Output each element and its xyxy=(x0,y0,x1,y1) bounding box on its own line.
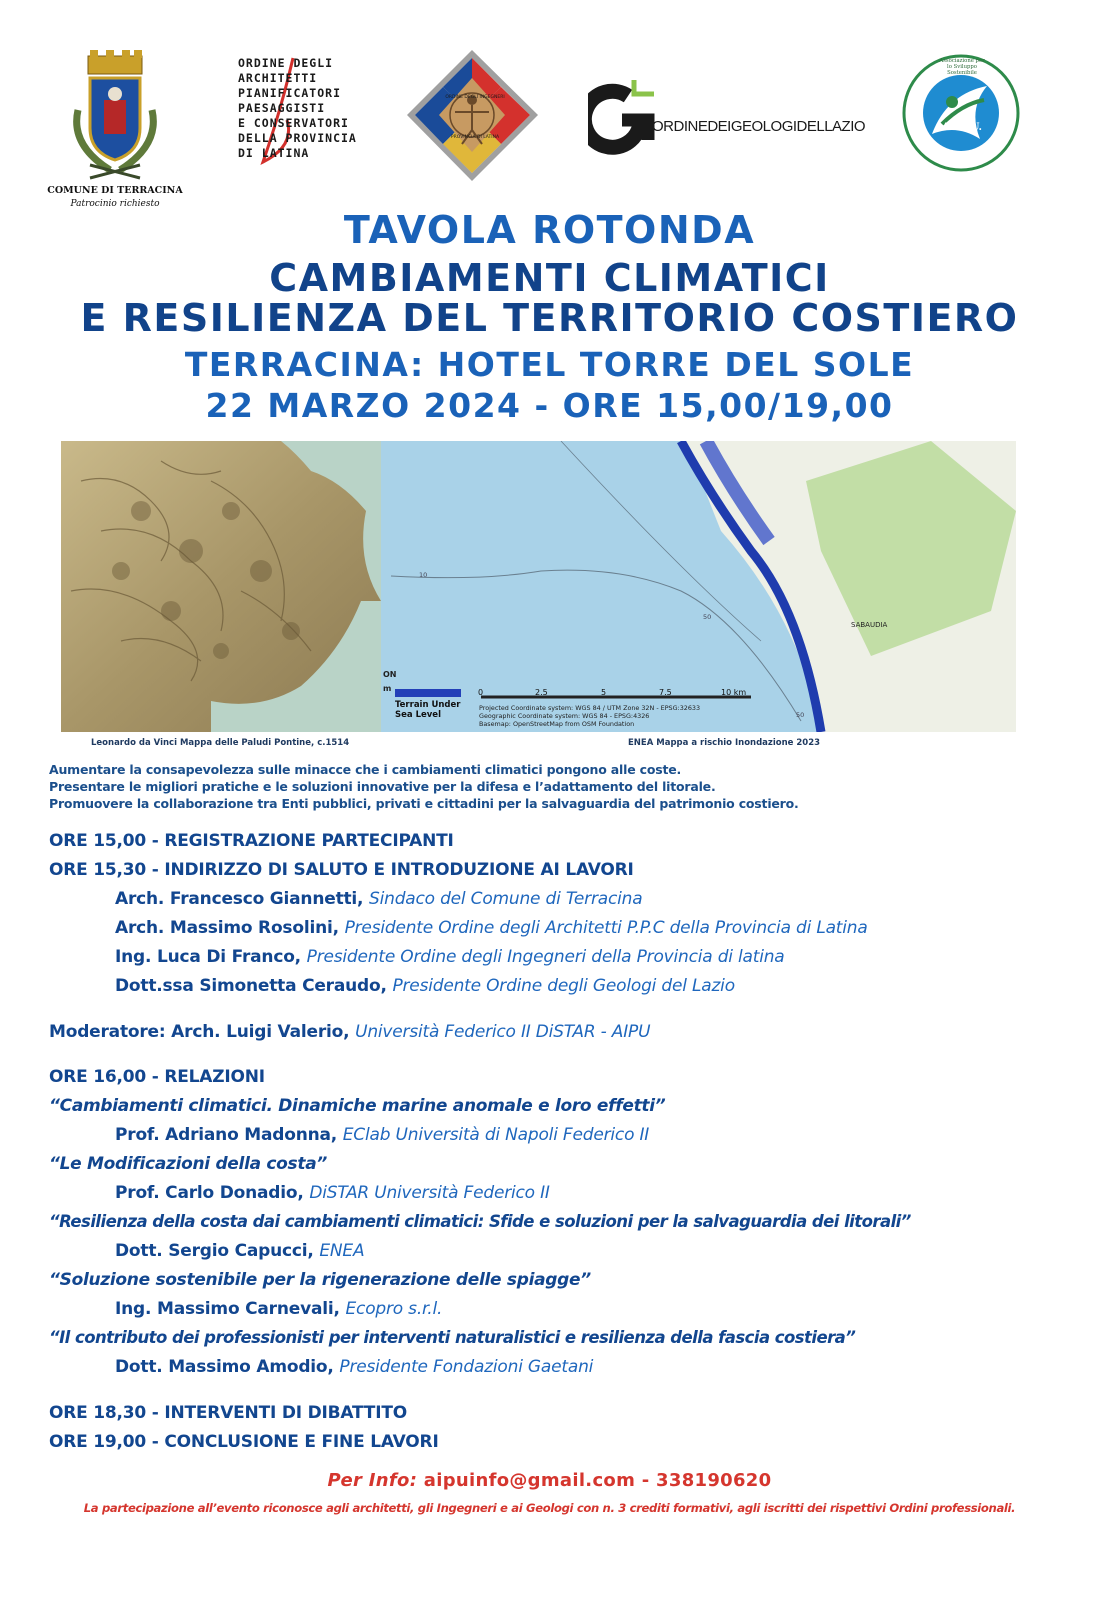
program-conclusione: ORE 19,00 - CONCLUSIONE E FINE LAVORI xyxy=(49,1432,439,1452)
talk-speaker: Dott. Massimo Amodio, xyxy=(115,1357,334,1377)
speaker-name: Arch. Massimo Rosolini, xyxy=(115,918,339,938)
aipu-abbr: A.I.P.U. xyxy=(941,122,983,133)
legend-m: m xyxy=(383,684,392,693)
talk-speaker: Prof. Adriano Madonna, xyxy=(115,1125,338,1145)
scale-tick-2: 5 xyxy=(601,688,607,697)
scale-tick-4: 10 km xyxy=(721,688,747,697)
info-label: Per Info: xyxy=(327,1470,418,1491)
contour-label-1: 10 xyxy=(419,571,428,579)
talk-speaker: Dott. Sergio Capucci, xyxy=(115,1241,314,1261)
geologi-name: ORDINEDEIGEOLOGIDELLAZIO xyxy=(652,118,866,135)
proj-line-3: Basemap: OpenStreetMap from OSM Foundation xyxy=(479,720,635,728)
speaker-row xyxy=(115,976,735,996)
intro-line-1: Aumentare la consapevolezza sulle minacce che i cambiamenti climatici pongono alle coste. xyxy=(49,762,682,777)
talk-affiliation: Ecopro s.r.l. xyxy=(345,1299,443,1319)
info-row xyxy=(0,1470,1099,1491)
aipu-ring-text: Associazione per lo Sviluppo Sostenibile xyxy=(939,58,985,76)
scale-tick-1: 2.5 xyxy=(535,688,548,697)
talk-speaker-row xyxy=(115,1241,364,1261)
maps-banner xyxy=(61,441,1016,732)
comune-name: COMUNE DI TERRACINA xyxy=(47,185,183,196)
talk-speaker-row xyxy=(115,1299,442,1319)
speaker-role: Presidente Ordine degli Ingegneri della Provincia di latina xyxy=(306,947,785,967)
title-location: TERRACINA: HOTEL TORRE DEL SOLE xyxy=(184,345,915,384)
speaker-role: Sindaco del Comune di Terracina xyxy=(369,889,643,909)
leonardo-caption: Leonardo da Vinci Mappa delle Paludi Pontine, c.1514 xyxy=(91,738,350,748)
speaker-row xyxy=(115,947,785,967)
speaker-name: Arch. Francesco Giannetti, xyxy=(115,889,364,909)
enea-caption: ENEA Mappa a rischio Inondazione 2023 xyxy=(628,738,821,748)
talk-title: “Resilienza della costa dai cambiamenti climatici: Sfide e soluzioni per la salvaguardia dei litorali” xyxy=(49,1212,911,1231)
credits-note: La partecipazione all’evento riconosce agli architetti, gli Ingegneri e ai Geologi con n. 3 crediti formativi, agli iscritti dei rispettivi Ordini professionali. xyxy=(83,1501,1016,1515)
comune-patrocinio: Patrocinio richiesto xyxy=(70,199,160,209)
intro-line-3: Promuovere la collaborazione tra Enti pubblici, privati e cittadini per la salvaguardia del patrimonio costiero. xyxy=(49,796,799,811)
contour-label-3: 50 xyxy=(796,711,805,719)
speaker-row xyxy=(115,918,868,938)
speaker-role: Presidente Ordine degli Architetti P.P.C della Provincia di Latina xyxy=(344,918,868,938)
talk-title: “Il contributo dei professionisti per interventi naturalistici e resilienza della fascia costiera” xyxy=(49,1328,856,1347)
talk-affiliation: ENEA xyxy=(319,1241,365,1261)
speaker-name: Dott.ssa Simonetta Ceraudo, xyxy=(115,976,387,996)
logo-ingegneri xyxy=(405,48,540,183)
title-resilienza: E RESILIENZA DEL TERRITORIO COSTIERO xyxy=(80,296,1019,340)
talk-speaker-row xyxy=(115,1357,593,1377)
speaker-name: Ing. Luca Di Franco, xyxy=(115,947,301,967)
moderatore-label: Moderatore: Arch. Luigi Valerio, xyxy=(49,1022,350,1042)
logo-comune-terracina xyxy=(60,50,170,182)
talk-affiliation: DiSTAR Università Federico II xyxy=(309,1183,550,1203)
talk-affiliation: EClab Università di Napoli Federico II xyxy=(342,1125,650,1145)
legend-sea-level: Sea Level xyxy=(395,710,441,720)
talk-title: “Le Modificazioni della costa” xyxy=(49,1154,328,1174)
contour-label-2: 50 xyxy=(703,613,712,621)
info-contact[interactable]: aipuinfo@gmail.com - 338190620 xyxy=(423,1470,772,1491)
talk-speaker: Prof. Carlo Donadio, xyxy=(115,1183,304,1203)
moderatore-role: Università Federico II DiSTAR - AIPU xyxy=(355,1022,651,1042)
sabaudia-label: SABAUDIA xyxy=(851,621,888,629)
legend-terrain: Terrain Under xyxy=(395,700,461,710)
scale-tick-0: 0 xyxy=(478,688,484,697)
title-tavola-rotonda: TAVOLA ROTONDA xyxy=(343,208,756,252)
program-relazioni: ORE 16,00 - RELAZIONI xyxy=(49,1067,265,1087)
program-dibattito: ORE 18,30 - INTERVENTI DI DIBATTITO xyxy=(49,1403,407,1423)
program-registrazione: ORE 15,00 - REGISTRAZIONE PARTECIPANTI xyxy=(49,831,454,851)
moderatore-row xyxy=(49,1022,650,1042)
program-saluto: ORE 15,30 - INDIRIZZO DI SALUTO E INTRODUZIONE AI LAVORI xyxy=(49,860,634,880)
talk-title: “Soluzione sostenibile per la rigenerazione delle spiagge” xyxy=(49,1270,591,1290)
ingegneri-bottom-text: PROVINCIA DI LATINA xyxy=(450,135,500,140)
coat-of-arms-icon xyxy=(60,50,170,182)
legend-on: ON xyxy=(383,670,397,679)
intro-line-2: Presentare le migliori pratiche e le soluzioni innovative per la difesa e l’adattamento del litorale. xyxy=(49,779,716,794)
architetti-name: ORDINE DEGLI ARCHITETTI PIANIFICATORI PAESAGGISTI E CONSERVATORI DELLA PROVINCIA DI LATINA xyxy=(238,56,357,160)
talk-title: “Cambiamenti climatici. Dinamiche marine anomale e loro effetti” xyxy=(49,1096,666,1116)
talk-affiliation: Presidente Fondazioni Gaetani xyxy=(339,1357,594,1377)
vitruvian-diamond-icon xyxy=(405,48,540,183)
speaker-row xyxy=(115,889,642,909)
logo-geologi xyxy=(588,78,658,156)
talk-speaker-row xyxy=(115,1125,649,1145)
title-cambiamenti: CAMBIAMENTI CLIMATICI xyxy=(269,256,830,300)
talk-speaker: Ing. Massimo Carnevali, xyxy=(115,1299,340,1319)
scale-tick-3: 7.5 xyxy=(659,688,672,697)
speaker-role: Presidente Ordine degli Geologi del Lazio xyxy=(392,976,735,996)
proj-line-2: Geographic Coordinate system: WGS 84 - EPSG:4326 xyxy=(479,712,650,720)
title-date-time: 22 MARZO 2024 - ORE 15,00/19,00 xyxy=(205,386,894,425)
proj-line-1: Projected Coordinate system: WGS 84 / UTM Zone 32N - EPSG:32633 xyxy=(479,704,701,712)
ingegneri-top-text: ORDINE DEGLI INGEGNERI xyxy=(445,95,505,100)
geologi-g-icon xyxy=(588,78,658,156)
talk-speaker-row xyxy=(115,1183,550,1203)
